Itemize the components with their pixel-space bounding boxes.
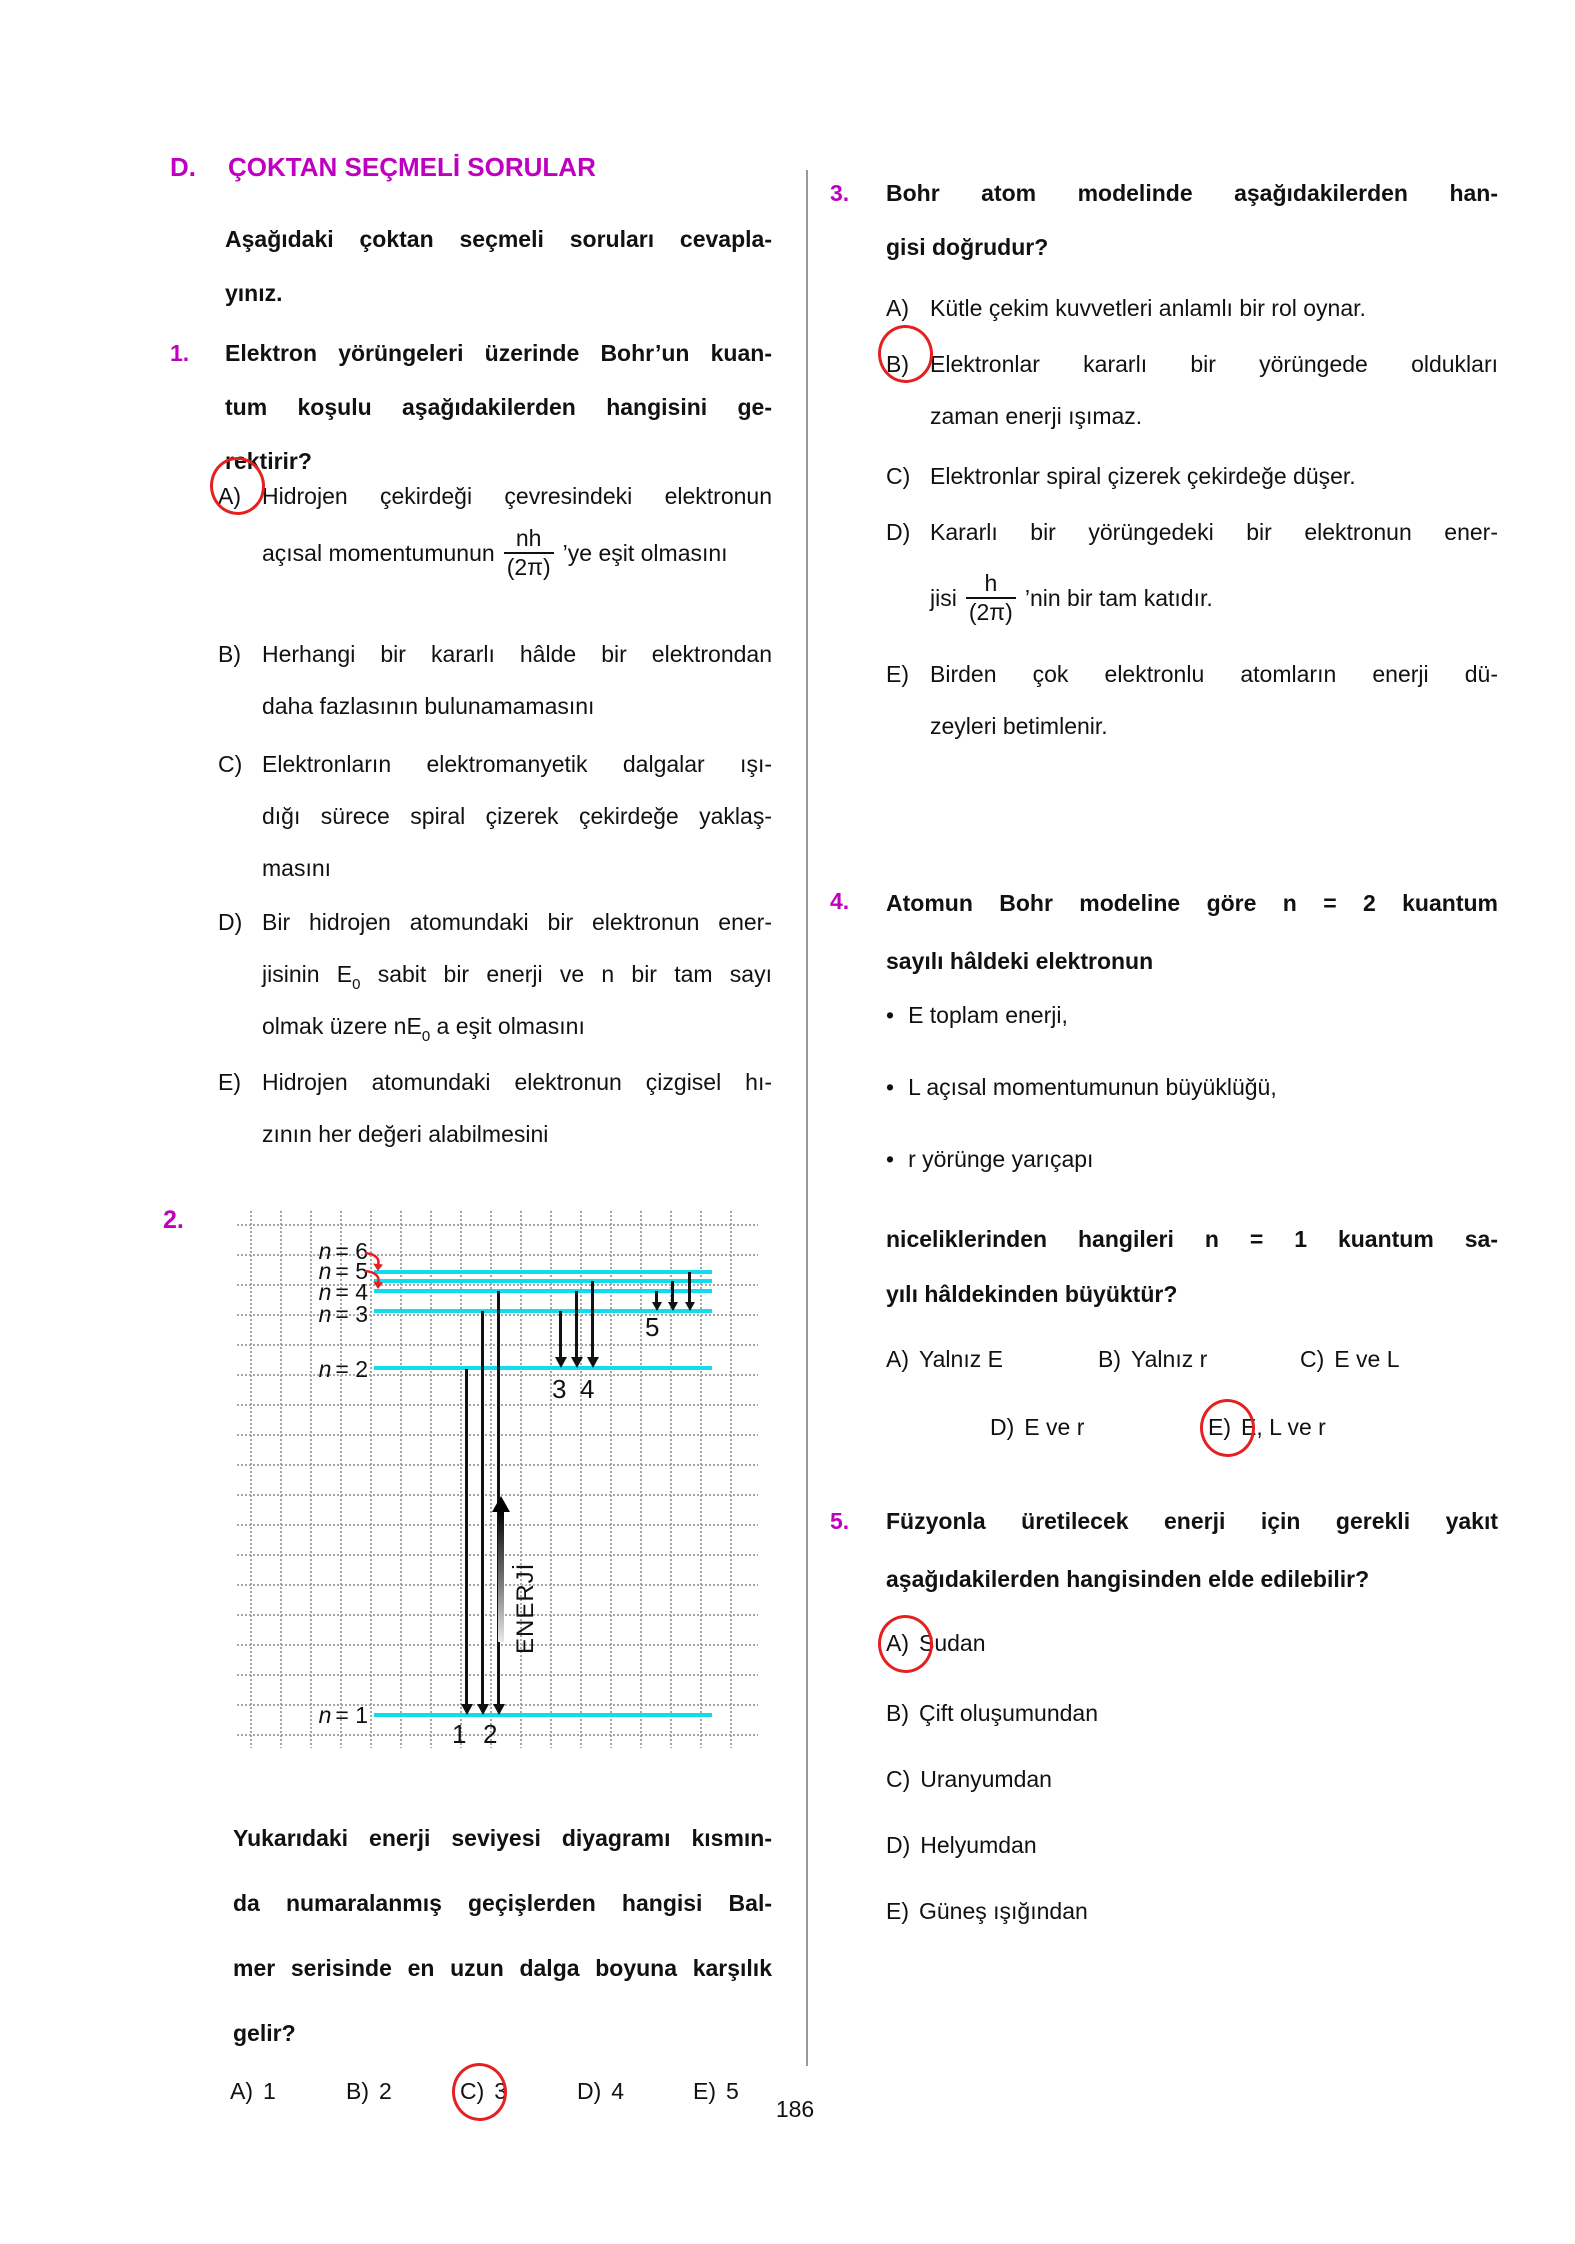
- text-line: Elektronlar spiral çizerek çekirdeğe düşer.: [930, 463, 1356, 489]
- option-letter-circled: A): [218, 470, 262, 584]
- q1-option-c: [218, 738, 772, 894]
- text-line: yınız.: [225, 280, 283, 306]
- fraction-denominator: (2π): [504, 552, 554, 581]
- option-letter: B): [218, 641, 241, 667]
- transition-label-4: 4: [580, 1374, 595, 1404]
- text-line: gelir?: [233, 2020, 296, 2046]
- text-line: rektirir?: [225, 448, 312, 474]
- transition-arrow-5c: [688, 1272, 691, 1302]
- text-line-with-fraction: [262, 522, 772, 584]
- option-letter: C): [886, 1766, 911, 1792]
- text-fragment: jisinin E: [262, 961, 353, 987]
- energy-level-line-n2: [374, 1366, 712, 1370]
- level-value: = 5: [335, 1258, 368, 1284]
- level-label-n2: [272, 1356, 368, 1383]
- q1-option-a: [218, 470, 772, 584]
- option-letter: E): [886, 1898, 909, 1924]
- energy-level-line-n5: [374, 1279, 712, 1283]
- text-fragment: a eşit olmasını: [430, 1013, 585, 1039]
- level-symbol: n: [318, 1301, 332, 1327]
- q2-option-d: [577, 2076, 624, 2106]
- transition-arrow-4b: [591, 1281, 594, 1357]
- text-line: Herhangi bir kararlı hâlde bir elektrondan: [262, 641, 772, 667]
- text-line: Elektron yörüngeleri üzerinde Bohr’un kuan-: [225, 340, 772, 366]
- level-value: = 6: [335, 1238, 368, 1264]
- text-line: Hidrojen çekirdeği çevresindeki elektronun: [262, 483, 772, 509]
- option-letter: B): [346, 2078, 369, 2104]
- option-letter-circled: C): [460, 2078, 485, 2104]
- text-line: Füzyonla üretilecek enerji için gerekli yakıt: [886, 1508, 1498, 1534]
- question-1-number: 1.: [170, 340, 190, 366]
- subscript: 0: [421, 1028, 431, 1045]
- text-line: daha fazlasının bulunamamasını: [262, 693, 595, 719]
- intro-paragraph: [225, 212, 772, 320]
- text-line: niceliklerinden hangileri n = 1 kuantum sa-: [886, 1226, 1498, 1252]
- text-fragment: jisi: [930, 584, 957, 611]
- text-line: zının her değeri alabilmesini: [262, 1121, 549, 1147]
- transition-arrow-1: [465, 1369, 468, 1704]
- q5-option-c: [886, 1764, 1052, 1794]
- level-symbol: n: [318, 1356, 332, 1382]
- subscript: 0: [352, 976, 361, 993]
- transition-label-1: 1: [452, 1719, 467, 1749]
- fraction-denominator: (2π): [966, 597, 1016, 626]
- fraction: [504, 525, 554, 581]
- bullet-icon: •: [886, 1074, 895, 1100]
- page-number: 186: [775, 2096, 815, 2122]
- level-label-n1: [272, 1702, 368, 1729]
- option-letter: A): [886, 295, 909, 321]
- energy-level-line-n4: [374, 1289, 712, 1293]
- option-letter: B): [1098, 1346, 1121, 1372]
- option-value: Helyumdan: [920, 1832, 1037, 1858]
- q3-option-a: [886, 282, 1498, 334]
- option-letter: E): [218, 1069, 241, 1095]
- text-line: Kararlı bir yörüngedeki bir elektronun ener-: [930, 519, 1498, 545]
- text-line: da numaralanmış geçişlerden hangisi Bal-: [233, 1890, 772, 1916]
- question-4-number: 4.: [830, 888, 850, 914]
- q4-option-b: [1098, 1344, 1207, 1374]
- question-3-stem: [886, 166, 1498, 274]
- text-fragment: ’ye eşit olmasını: [562, 539, 728, 566]
- option-letter: D): [886, 1832, 911, 1858]
- option-letter-circled: A): [886, 1630, 909, 1656]
- q4-option-e: [1208, 1412, 1326, 1442]
- bullet-icon: •: [886, 1002, 895, 1028]
- option-value: 4: [611, 2078, 625, 2104]
- option-letter: A): [230, 2078, 253, 2104]
- question-3-number: 3.: [830, 180, 850, 206]
- option-value: Yalnız r: [1131, 1346, 1208, 1372]
- option-value: 3: [494, 2078, 508, 2104]
- transition-arrow-2: [481, 1311, 484, 1704]
- level-value: = 4: [335, 1279, 368, 1305]
- option-value: E ve r: [1024, 1414, 1085, 1440]
- text-line: Hidrojen atomundaki elektronun çizgisel hı-: [262, 1069, 772, 1095]
- option-value: Güneş ışığından: [919, 1898, 1088, 1924]
- option-letter: E): [886, 661, 909, 687]
- bullet-text: E toplam enerji,: [908, 1002, 1068, 1028]
- option-letter: D): [218, 909, 243, 935]
- energy-level-line-n6: [374, 1270, 712, 1274]
- text-line: aşağıdakilerden hangisinden elde edilebilir?: [886, 1566, 1370, 1592]
- q5-option-a: [886, 1628, 986, 1658]
- transition-arrow-5b: [671, 1281, 674, 1302]
- text-line: Atomun Bohr modeline göre n = 2 kuantum: [886, 890, 1498, 916]
- option-letter-circled: E): [1208, 1414, 1231, 1440]
- q1-option-d: [218, 896, 772, 1052]
- transition-arrow-3: [559, 1311, 562, 1357]
- text-fragment: açısal momentumunun: [262, 539, 495, 566]
- text-line: sayılı hâldeki elektronun: [886, 948, 1154, 974]
- fraction-numerator: nh: [515, 525, 542, 551]
- text-line: yılı hâldekinden büyüktür?: [886, 1281, 1178, 1307]
- question-5-stem: [886, 1492, 1498, 1608]
- q4-option-d: [990, 1412, 1084, 1442]
- option-value: Sudan: [919, 1630, 986, 1656]
- q5-option-e: [886, 1896, 1088, 1926]
- text-line: tum koşulu aşağıdakilerden hangisini ge-: [225, 394, 772, 420]
- level-value: = 3: [335, 1301, 368, 1327]
- energy-axis-arrow: [498, 1510, 504, 1642]
- option-letter: C): [1300, 1346, 1325, 1372]
- text-line: masını: [262, 855, 332, 881]
- level-symbol: n: [318, 1702, 332, 1728]
- q2-option-a: [230, 2076, 276, 2106]
- text-line: [262, 1000, 772, 1052]
- q5-option-b: [886, 1698, 1098, 1728]
- energy-axis-label: ENERJİ: [512, 1562, 539, 1654]
- level-symbol: n: [318, 1258, 332, 1284]
- transition-arrow-5a: [655, 1291, 658, 1302]
- level-value: = 2: [335, 1356, 368, 1382]
- level-label-n3: [272, 1301, 368, 1328]
- question-2-number: 2.: [163, 1206, 184, 1234]
- bullet-text: r yörünge yarıçapı: [908, 1146, 1094, 1172]
- text-fragment: sabit bir enerji ve n bir tam sayı: [360, 961, 772, 987]
- text-line: Bohr atom modelinde aşağıdakilerden han-: [886, 180, 1498, 206]
- text-line: zaman enerji ışımaz.: [930, 403, 1143, 429]
- text-line: Aşağıdaki çoktan seçmeli soruları cevapla-: [225, 226, 772, 252]
- transition-label-5: 5: [645, 1312, 660, 1342]
- q2-option-e: [693, 2076, 739, 2106]
- text-line: Elektronların elektromanyetik dalgalar ışı-: [262, 751, 772, 777]
- option-value: 1: [263, 2078, 276, 2104]
- option-value: Uranyumdan: [920, 1766, 1052, 1792]
- text-line: Yukarıdaki enerji seviyesi diyagramı kısmın-: [233, 1825, 772, 1851]
- level-symbol: n: [318, 1238, 332, 1264]
- question-4-stem2: [886, 1212, 1498, 1322]
- option-letter: A): [886, 1346, 909, 1372]
- fraction: [966, 570, 1016, 626]
- text-line: [262, 948, 772, 1000]
- fraction-numerator: h: [984, 570, 998, 596]
- q4-option-c: [1300, 1344, 1400, 1374]
- q3-option-e: [886, 648, 1498, 752]
- section-letter: D.: [170, 152, 196, 182]
- q2-option-b: [346, 2076, 392, 2106]
- option-letter: D): [990, 1414, 1015, 1440]
- text-fragment: olmak üzere nE: [262, 1013, 422, 1039]
- q4-option-a: [886, 1344, 1003, 1374]
- q4-bullet-r: [886, 1144, 1093, 1174]
- text-line: mer serisinde en uzun dalga boyuna karşılık: [233, 1955, 772, 1981]
- text-line-with-fraction: [930, 558, 1498, 638]
- option-letter-circled: B): [886, 338, 930, 442]
- text-line: Kütle çekim kuvvetleri anlamlı bir rol oynar.: [930, 295, 1366, 321]
- column-divider: [806, 170, 808, 2066]
- q1-option-e: [218, 1056, 772, 1160]
- option-value: Yalnız E: [919, 1346, 1003, 1372]
- q4-bullet-e: [886, 1000, 1068, 1030]
- q5-option-d: [886, 1830, 1037, 1860]
- q2-option-c: [460, 2076, 507, 2106]
- q1-option-b: [218, 628, 772, 732]
- level-value: = 1: [335, 1702, 368, 1728]
- option-value: E, L ve r: [1241, 1414, 1326, 1440]
- option-value: Çift oluşumundan: [919, 1700, 1098, 1726]
- option-letter: D): [577, 2078, 602, 2104]
- energy-level-line-n1: [374, 1713, 712, 1717]
- question-2-stem: [233, 1806, 772, 2066]
- section-title: ÇOKTAN SEÇMELİ SORULAR: [228, 152, 596, 182]
- q3-option-d: [886, 506, 1498, 638]
- q3-option-b: [886, 338, 1498, 442]
- text-line: Elektronlar kararlı bir yörüngede oldukları: [930, 351, 1498, 377]
- text-line: zeyleri betimlenir.: [930, 713, 1108, 739]
- text-line: Bir hidrojen atomundaki bir elektronun ener-: [262, 909, 772, 935]
- transition-label-2: 2: [483, 1719, 498, 1749]
- q3-option-c: [886, 450, 1498, 502]
- level-symbol: n: [318, 1279, 332, 1305]
- option-letter: D): [886, 519, 911, 545]
- red-pointer-arrow-n5: [362, 1268, 386, 1292]
- question-1-stem: [225, 326, 772, 488]
- bullet-icon: •: [886, 1146, 895, 1172]
- option-letter: E): [693, 2078, 716, 2104]
- question-5-number: 5.: [830, 1508, 850, 1534]
- option-value: E ve L: [1334, 1346, 1400, 1372]
- text-fragment: ’nin bir tam katıdır.: [1024, 584, 1213, 611]
- transition-arrow-4: [575, 1291, 578, 1357]
- option-value: 5: [726, 2078, 739, 2104]
- option-letter: C): [886, 463, 911, 489]
- text-line: dığı sürece spiral çizerek çekirdeğe yaklaş-: [262, 803, 772, 829]
- option-value: 2: [379, 2078, 392, 2104]
- q4-bullet-l: [886, 1072, 1277, 1102]
- option-letter: C): [218, 751, 243, 777]
- text-line: gisi doğrudur?: [886, 234, 1049, 260]
- transition-label-3: 3: [552, 1374, 567, 1404]
- energy-level-diagram: [236, 1210, 758, 1748]
- question-4-stem: [886, 874, 1498, 990]
- option-letter: B): [886, 1700, 909, 1726]
- bullet-text: L açısal momentumunun büyüklüğü,: [908, 1074, 1277, 1100]
- text-line: Birden çok elektronlu atomların enerji dü-: [930, 661, 1498, 687]
